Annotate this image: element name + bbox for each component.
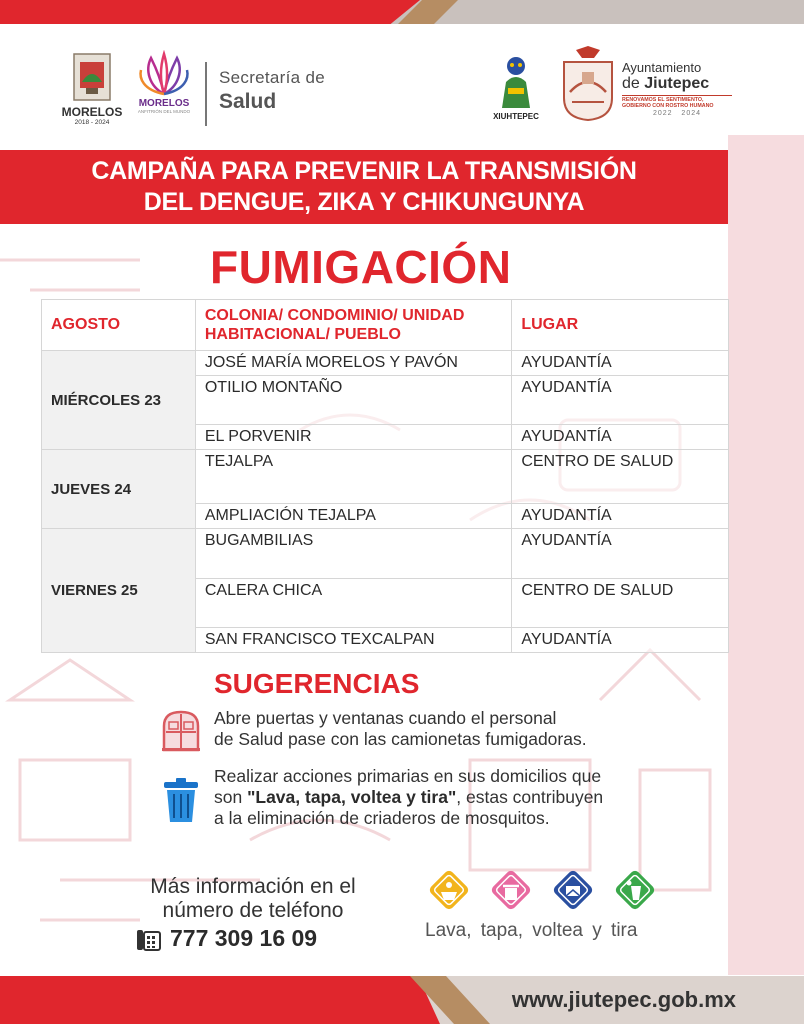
morelos-gov-logo <box>134 50 194 114</box>
phone-contact <box>136 925 317 952</box>
morelos-logo-name: MORELOS <box>61 105 123 119</box>
morelos-state-logo <box>58 52 126 126</box>
colonia-cell: OTILIO MONTAÑO <box>195 376 511 425</box>
morelos-shield-icon <box>72 52 112 104</box>
jiutepec-emblem <box>560 44 616 127</box>
year-end: 2024 <box>681 110 701 117</box>
day-cell: MIÉRCOLES 23 <box>42 351 196 450</box>
action-icons <box>425 866 659 914</box>
phone-number: 777 309 16 09 <box>170 925 318 951</box>
suggestion-1-line1: Abre puertas y ventanas cuando el personal <box>214 708 557 728</box>
top-decorative-bar <box>0 0 804 24</box>
ayuntamiento-line2 <box>622 75 732 93</box>
header-colonia: COLONIA/ CONDOMINIO/ UNIDAD HABITACIONAL/ PUEBLO <box>195 300 511 351</box>
xiuhtepec-logo <box>484 52 548 121</box>
info-line1: Más información en el <box>150 875 356 898</box>
jiutepec-emblem-icon <box>560 44 616 122</box>
header-lugar: LUGAR <box>512 300 729 351</box>
fumigation-schedule-table <box>41 299 729 653</box>
ayuntamiento-line1: Ayuntamiento <box>622 60 702 75</box>
banner-line2: DEL DENGUE, ZIKA Y CHIKUNGUNYA <box>143 188 585 216</box>
suggestion-1-line2: de Salud pase con las camionetas fumigadoras. <box>214 729 587 749</box>
voltea-icon <box>549 866 597 914</box>
info-line2: número de teléfono <box>162 899 344 922</box>
lugar-cell: AYUDANTÍA <box>512 376 729 425</box>
lugar-cell: AYUDANTÍA <box>512 504 729 529</box>
morelos-gov-tagline: ANFITRIÓN DEL MUNDO <box>137 109 191 114</box>
table-row <box>42 450 729 504</box>
suggestion-2-post: , estas contribuyen <box>456 787 604 807</box>
logo-header <box>0 30 804 135</box>
trash-can-icon <box>162 778 200 829</box>
suggestion-2-bold: "Lava, tapa, voltea y tira" <box>247 787 457 807</box>
table-row <box>42 351 729 376</box>
colonia-cell: SAN FRANCISCO TEXCALPAN <box>195 628 511 653</box>
ayuntamiento-jiutepec: Jiutepec <box>644 75 710 92</box>
secretaria-line1: Secretaría de <box>219 68 325 87</box>
suggestion-2-line3: a la eliminación de criaderos de mosquitos. <box>214 808 550 828</box>
year-start: 2022 <box>653 110 673 117</box>
action-labels: Lava, tapa, voltea y tira <box>425 920 638 941</box>
colonia-cell: TEJALPA <box>195 450 511 504</box>
tapa-icon <box>487 866 535 914</box>
lugar-cell: CENTRO DE SALUD <box>512 579 729 628</box>
colonia-cell: CALERA CHICA <box>195 579 511 628</box>
lugar-cell: AYUDANTÍA <box>512 628 729 653</box>
lugar-cell: AYUDANTÍA <box>512 425 729 450</box>
ayuntamiento-slogan2: GOBIERNO CON ROSTRO HUMANO <box>622 103 714 109</box>
xiuhtepec-glyph-icon <box>496 52 536 112</box>
suggestion-1 <box>214 708 587 750</box>
side-pink-strip <box>728 135 804 975</box>
day-cell: VIERNES 25 <box>42 529 196 653</box>
secretaria-salud-logo <box>219 68 325 114</box>
suggestion-2-line2 <box>214 787 603 808</box>
ayuntamiento-slogan1: RENOVAMOS EL SENTIMIENTO, <box>622 97 704 103</box>
lugar-cell: AYUDANTÍA <box>512 529 729 579</box>
table-header-row <box>42 300 729 351</box>
ayuntamiento-years <box>622 110 732 117</box>
banner-line1: CAMPAÑA PARA PREVENIR LA TRANSMISIÓN <box>91 157 637 185</box>
campaign-banner <box>0 150 728 224</box>
day-cell: JUEVES 24 <box>42 450 196 529</box>
ayuntamiento-de: de <box>622 75 645 92</box>
suggestion-2-line1: Realizar acciones primarias en sus domicilios que <box>214 766 602 786</box>
header-month: AGOSTO <box>42 300 196 351</box>
ayuntamiento-rule <box>622 95 732 96</box>
telephone-icon <box>136 926 162 952</box>
secretaria-line2: Salud <box>219 90 277 113</box>
ayuntamiento-logo <box>622 60 732 117</box>
tira-icon <box>611 866 659 914</box>
colonia-cell: JOSÉ MARÍA MORELOS Y PAVÓN <box>195 351 511 376</box>
lugar-cell: AYUDANTÍA <box>512 351 729 376</box>
page-title: FUMIGACIÓN <box>210 241 512 293</box>
lava-icon <box>425 866 473 914</box>
lugar-cell: CENTRO DE SALUD <box>512 450 729 504</box>
flower-icon <box>137 50 191 98</box>
footer-bar <box>0 976 804 1024</box>
morelos-logo-years: 2018 - 2024 <box>74 119 110 126</box>
xiuhtepec-label: XIUHTEPEC <box>493 112 539 121</box>
window-icon <box>160 708 202 757</box>
colonia-cell: BUGAMBILIAS <box>195 529 511 579</box>
more-info-text <box>118 875 388 923</box>
website-link[interactable]: www.jiutepec.gob.mx <box>511 987 736 1012</box>
colonia-cell: AMPLIACIÓN TEJALPA <box>195 504 511 529</box>
table-row <box>42 529 729 579</box>
suggestion-2-pre: son <box>214 787 248 807</box>
suggestion-2 <box>214 766 603 829</box>
colonia-cell: EL PORVENIR <box>195 425 511 450</box>
morelos-gov-name: MORELOS <box>138 98 190 109</box>
suggestions-title: SUGERENCIAS <box>214 668 420 699</box>
logo-divider <box>205 62 207 126</box>
